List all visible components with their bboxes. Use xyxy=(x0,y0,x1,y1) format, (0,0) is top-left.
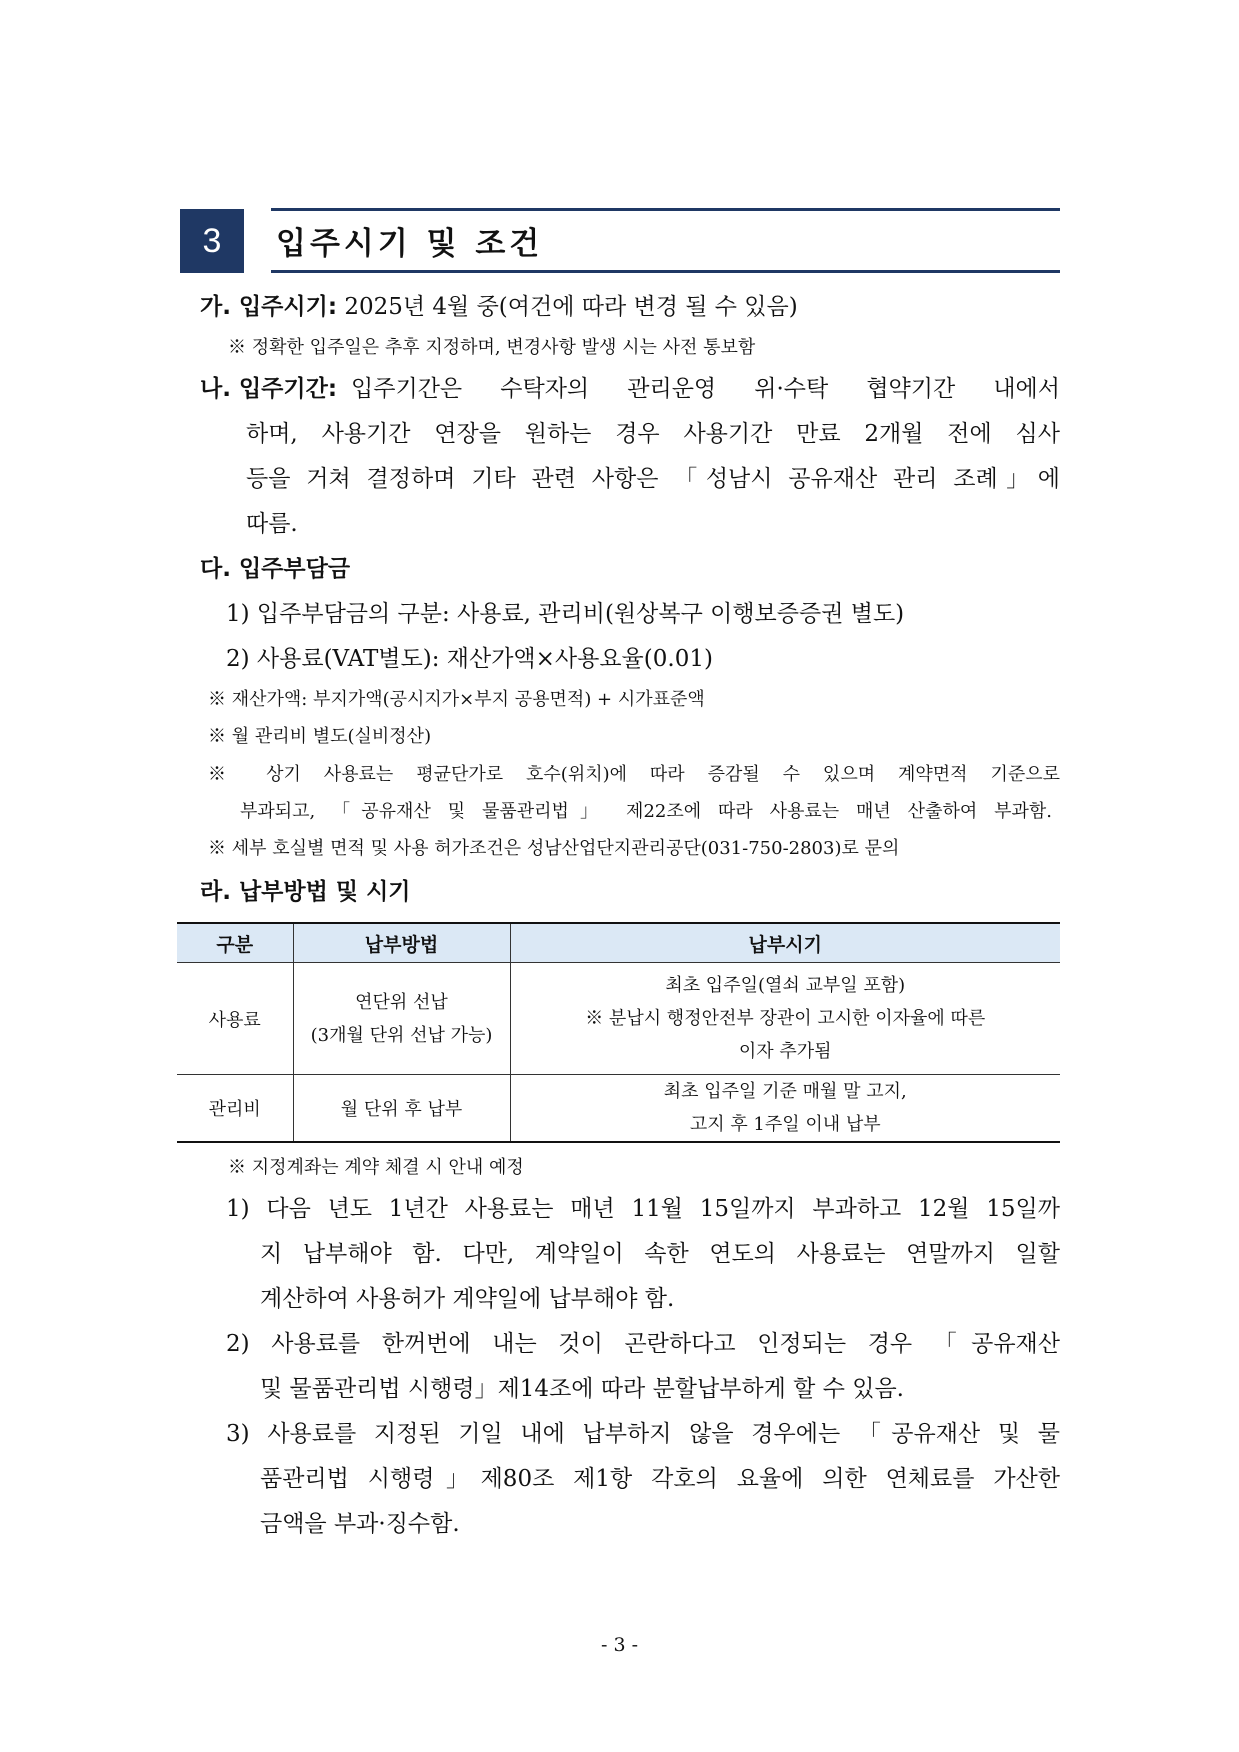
na-line1-text: 입주기간은 수탁자의 관리운영 위·수탁 협약기간 내에서 xyxy=(351,376,1060,402)
header-method: 납부방법 xyxy=(293,923,510,963)
row2-method: 월 단위 후 납부 xyxy=(293,1075,510,1143)
row2-timing-line2: 고지 후 1주일 이내 납부 xyxy=(689,1114,881,1135)
row1-method xyxy=(293,963,510,1075)
row2-category: 관리비 xyxy=(177,1075,293,1143)
payment-table xyxy=(177,922,1060,1143)
section-title: 입주시기 및 조건 xyxy=(276,226,544,262)
section-bottom-rule xyxy=(271,270,1060,273)
da-note3b: 부과되고, 「공유재산 및 물품관리법」 제22조에 따라 사용료는 매년 산출하여 부과함. xyxy=(240,801,1052,822)
ra-item1-line3: 계산하여 사용허가 계약일에 납부해야 함. xyxy=(260,1286,675,1312)
ra-item2-line1: 2) 사용료를 한꺼번에 내는 것이 곤란하다고 인정되는 경우 「공유재산 xyxy=(226,1331,1060,1357)
section-number-box xyxy=(180,209,244,273)
da-item1: 1) 입주부담금의 구분: 사용료, 관리비(원상복구 이행보증증권 별도) xyxy=(226,601,905,627)
row1-category: 사용료 xyxy=(177,963,293,1075)
da-label: 다. 입주부담금 xyxy=(200,556,351,582)
row2-timing xyxy=(510,1075,1060,1143)
ra-note: ※ 지정계좌는 계약 체결 시 안내 예정 xyxy=(228,1157,524,1178)
na-label: 나. 입주기간: xyxy=(200,376,338,402)
na-line2: 하며, 사용기간 연장을 원하는 경우 사용기간 만료 2개월 전에 심사 xyxy=(246,421,1060,447)
ra-label: 라. 납부방법 및 시기 xyxy=(200,879,411,905)
da-note3a: ※ 상기 사용료는 평균단가로 호수(위치)에 따라 증감될 수 있으며 계약면적 기준으로 xyxy=(208,764,1060,785)
na-line3: 등을 거쳐 결정하며 기타 관련 사항은 「성남시 공유재산 관리 조례」에 xyxy=(246,466,1060,492)
row1-method-line1: 연단위 선납 xyxy=(355,991,448,1013)
ra-item3-line1: 3) 사용료를 지정된 기일 내에 납부하지 않을 경우에는 「공유재산 및 물 xyxy=(226,1421,1060,1447)
ra-item3-line2: 품관리법 시행령」제80조 제1항 각호의 요율에 의한 연체료를 가산한 xyxy=(260,1466,1060,1492)
row1-timing-line1: 최초 입주일(열쇠 교부일 포함) xyxy=(665,975,906,996)
da-item2: 2) 사용료(VAT별도): 재산가액×사용요율(0.01) xyxy=(226,646,713,672)
table-row xyxy=(177,963,1060,1075)
header-timing: 납부시기 xyxy=(510,923,1060,963)
ga-note: ※ 정확한 입주일은 추후 지정하며, 변경사항 발생 시는 사전 통보함 xyxy=(228,337,756,358)
header-category: 구분 xyxy=(177,923,293,963)
section-number: 3 xyxy=(202,221,222,260)
page-number: - 3 - xyxy=(600,1634,638,1656)
ra-item1-line1: 1) 다음 년도 1년간 사용료는 매년 11월 15일까지 부과하고 12월 15일까 xyxy=(226,1196,1060,1222)
da-note1: ※ 재산가액: 부지가액(공시지가×부지 공용면적) + 시가표준액 xyxy=(208,689,705,710)
da-note2: ※ 월 관리비 별도(실비정산) xyxy=(208,726,432,747)
row1-timing-line2: ※ 분납시 행정안전부 장관이 고시한 이자율에 따른 xyxy=(585,1008,986,1029)
row1-timing-line3: 이자 추가됨 xyxy=(738,1041,832,1062)
na-line1 xyxy=(200,370,1060,403)
da-note4: ※ 세부 호실별 면적 및 사용 허가조건은 성남산업단지관리공단(031-750-2803)로 문의 xyxy=(208,838,900,859)
ga-label: 가. 입주시기: xyxy=(200,294,338,320)
row1-timing xyxy=(510,963,1060,1075)
table-row xyxy=(177,1075,1060,1143)
table-header-row xyxy=(177,923,1060,963)
ga-paragraph xyxy=(200,288,798,321)
ra-item2-line2: 및 물품관리법 시행령」제14조에 따라 분할납부하게 할 수 있음. xyxy=(260,1376,904,1402)
na-line4: 따름. xyxy=(246,511,298,537)
ra-item1-line2: 지 납부해야 함. 다만, 계약일이 속한 연도의 사용료는 연말까지 일할 xyxy=(260,1241,1060,1267)
ga-text: 2025년 4월 중(여건에 따라 변경 될 수 있음) xyxy=(344,294,798,320)
row2-timing-line1: 최초 입주일 기준 매월 말 고지, xyxy=(663,1081,907,1102)
ra-item3-line3: 금액을 부과·징수함. xyxy=(260,1511,460,1537)
row1-method-line2: (3개월 단위 선납 가능) xyxy=(310,1024,493,1046)
section-top-rule xyxy=(271,208,1060,211)
